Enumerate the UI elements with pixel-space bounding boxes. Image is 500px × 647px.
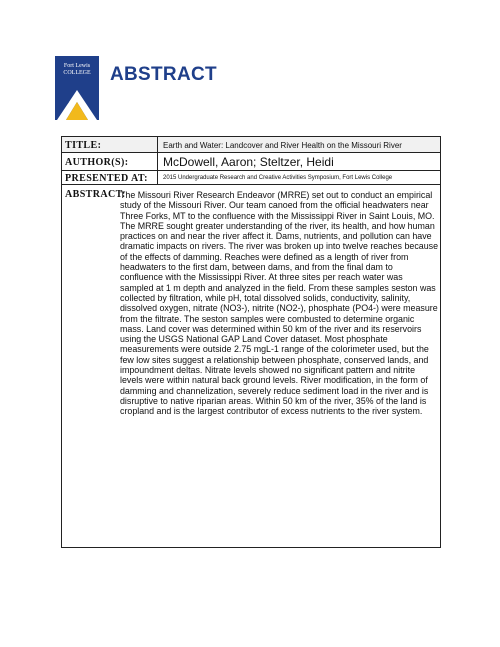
page-heading: ABSTRACT — [110, 64, 217, 85]
presented-at-value: 2015 Undergraduate Research and Creative Activities Symposium, Fort Lewis College — [163, 175, 393, 181]
abstract-label: ABSTRACT: — [65, 189, 126, 200]
abstract-text: The Missouri River Research Endeavor (MRRE) set out to conduct an empirical study of the Missouri River. Our team canoed from the official headwaters near Three Forks, MT to the confluence with the Mississippi River in Saint Louis, MO. The MRRE sought greater understanding of the river, its health, and how human practices on and near the river affect it. Dams, nutrients, and pollution can have dramatic impacts on rivers. The river was broken up into twelve reaches because of the effects of damming. Reaches were defined as a length of river from headwaters to the first dam, between dams, and from the final dam to confluence with the Mississippi River. At three sites per reach water was sampled at 1 m depth and analyzed in the field. From these samples seston was collected by filtration, while pH, total dissolved solids, conductivity, salinity, dissolved oxygen, nitrate (NO3-), nitrite (NO2-), phosphate (PO4-) were measure from the filtrate. The seston samples were combusted to determine organic mass. Land cover was determined within 50 km of the river and its reservoirs using the USGS National GAP Land Cover dataset. Most phosphate measurements were outside 2.75 mgL-1 range of the colorimeter used, but the few low sites suggest a relationship between phosphate, conserved lands, and impoundment deltas. Nitrate levels showed no significant pattern and nitrite levels were within natural back ground levels. River modification, in the form of damming and channelization, severely reduce sediment load in the river and is disruptive to native riparian areas. Within 50 km of the river, 35% of the land is cropland and is the largest contributor of excess nutrients to the river system. — [120, 190, 439, 417]
author-label: AUTHOR(S): — [62, 153, 158, 170]
author-value: McDowell, Aaron; Steltzer, Heidi — [163, 155, 334, 169]
abstract-form — [61, 136, 441, 548]
logo-line-2: COLLEGE — [63, 70, 91, 76]
college-logo — [55, 56, 99, 120]
title-row — [62, 137, 440, 153]
logo-line-1: Fort Lewis — [63, 63, 91, 69]
author-row — [62, 153, 440, 171]
presented-at-row — [62, 171, 440, 185]
title-label: TITLE: — [62, 137, 158, 152]
presented-at-label: PRESENTED AT: — [62, 171, 158, 184]
title-value: Earth and Water: Landcover and River Health on the Missouri River — [163, 141, 402, 150]
